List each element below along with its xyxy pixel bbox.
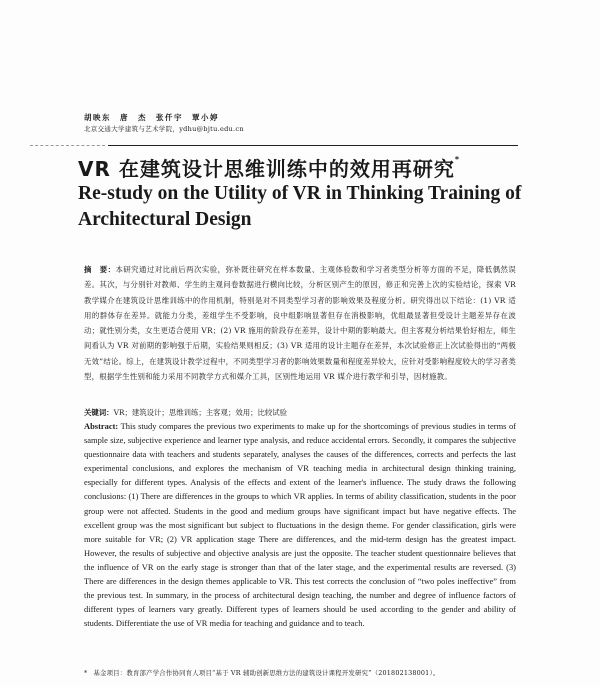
funding-footnote [84, 668, 524, 677]
abstract-chinese-body: 本研究通过对比前后两次实验，弥补既往研究在样本数量、主观体验数和学习者类型分析等方面的不足，降低偶然误差。其次，与分别针对教师、学生的主观问卷数据进行横向比较，分析区别产生的原因，修正和完善上次的实验结论，探索 VR 教学媒介在建筑设计思维训练中的作用机制，特别是对不同类型学习者的影响效果及程度分析。研究得出以下结论：(1) VR 适用的群体存在差异。就能力分类，差组学生不受影响，良中组影响显著但存在消极影响，优组最显著但受设计主题差异存在波动；就性别分类，女生更适合使用 VR；(2) VR 施用的阶段存在差异，设计中期的影响最大。但主客观分析结果恰好相左，师生间看认为 VR 对前期的影响强于后期，实验结果则相反；(3) VR 适用的设计主题存在差异，本次试验修正上次试验得出的“两极无效”结论。综上，在建筑设计教学过程中，不同类型学习者的影响效果数量和程度差异较大，应针对受影响程度较大的学习者类型，根据学生性别和能力采用不同教学方式和媒介工具，区别性地运用 VR 媒介进行教学和引导，因材施教。 [84, 265, 516, 382]
header-rule [108, 145, 518, 146]
title-english: Re-study on the Utility of VR in Thinking Training of Architectural Design [78, 183, 522, 230]
footnote-text: 基金项目：教育部产学合作协同育人项目“基于 VR 辅助创新思维方法的建筑设计课程开发研究”（201802138001）。 [93, 669, 440, 677]
abstract-chinese [84, 262, 516, 384]
author-list: 胡映东 唐 杰 张仟宇 覃小婷 [84, 113, 219, 122]
footnote-bullet: * [84, 669, 88, 677]
title-footnote-mark: * [454, 155, 461, 165]
abstract-english-label: Abstract: [84, 421, 119, 431]
keywords [84, 406, 516, 420]
keywords-label: 关键词： [84, 408, 114, 417]
header-dashed-rule [30, 145, 105, 146]
abstract-chinese-label: 摘 要： [84, 265, 116, 274]
abstract-english [84, 419, 516, 630]
affiliation: 北京交通大学建筑与艺术学院，ydhu@bjtu.edu.cn [84, 125, 244, 133]
title-chinese [78, 153, 460, 182]
abstract-english-body: This study compares the previous two experiments to make up for the shortcomings of previous studies in terms of sample size, subjective experience and learner type analysis, and reduce accidental errors. Secondly, it compares the subjective questionnaire data with teachers and students separately, analyses the causes of the differences, corrects and perfects the last experimental conclusions, and explores the mechanism of VR teaching media in architectural design thinking training, especially for different types. Analysis of the effects and extent of the learner's influence. The study draws the following conclusions: (1) There are differences in the groups to which VR applies. In terms of ability classification, students in the poor group were not affected. Students in the good and medium groups have significant impact but have negative effects. The excellent group was the most significant but subject to fluctuations in the design theme. For gender classification, girls were more suitable for VR; (2) VR application stage There are differences, and the mid-term design has the greatest impact. However, the results of subjective and objective analysis are just the opposite. The teacher student questionnaire believes that the influence of VR on the early stage is stronger than that of the later stage, and the experimental results are reversed. (3) There are differences in the design themes applicable to VR. This test corrects the conclusion of “two poles ineffective” from the previous test. In summary, in the process of architectural design teaching, the number and degree of influence factors of different types of learners vary greatly. Different types of learners should be used according to the gender and ability of students. Differentiate the use of VR media for teaching and guidance and to teach. [84, 421, 516, 629]
keywords-body: VR；建筑设计；思维训练；主客观；效用；比较试验 [113, 408, 288, 417]
title-chinese-text: VR 在建筑设计思维训练中的效用再研究 [78, 157, 455, 181]
